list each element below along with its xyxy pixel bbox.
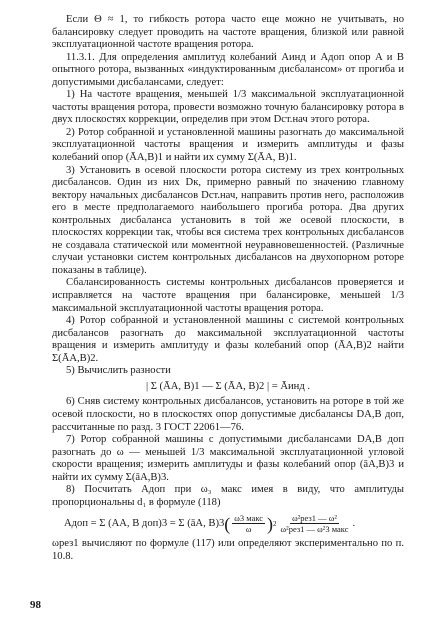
ratio-numerator: ω3 макс xyxy=(234,513,264,524)
formula-difference: | Σ (ĀA, B)1 — Σ (ĀA, B)2 | = Āинд . xyxy=(145,380,311,392)
paragraph-step-5: 5) Вычислить разности xyxy=(66,365,171,377)
open-paren: ( xyxy=(224,513,231,534)
paragraph-intro: Если Θ ≈ 1, то гибкость ротора часто еще можно не учитывать, но балансировку следует проводить на частоте вращения, близкой или равной эксплуатационной частоте вращения ротора. xyxy=(52,14,404,51)
ratio-fraction xyxy=(232,513,265,534)
resonance-denominator: ω²рез1 — ω²3 макс xyxy=(280,524,349,535)
resonance-fraction xyxy=(279,513,351,534)
paragraph-step-2: 2) Ротор собранной и установленной машины разогнать до максимальной эксплуатационной частоты вращения и измерить амплитуды и фазы колебаний опор (ĀA,B)1 и найти их сумму Σ(ĀA, B)1. xyxy=(52,126,404,164)
ratio-exponent: 2 xyxy=(273,519,277,528)
ratio-denominator: ω xyxy=(245,524,252,535)
paragraph-balance-check: Сбалансированность системы контрольных дисбалансов проверяется и исправляется на частоте вращения при балансировке, меньшей 1/3 максимальной эксплуатационной частоты вращения ротора. xyxy=(52,277,404,314)
paragraph-step-3: 3) Установить в осевой плоскости ротора систему из трех контрольных дисбалансов. Один из них Dк, примерно равный по значению главному вектору начальных дисбалансов Dст.нач, направить против него, расположив его в месте предполагаемого наибольшего прогиба ротора. Два других контрольных дисбаланса установить в той же осевой плоскости, в плоскостях коррекции так, чтобы вся система трех контрольных дисбалансов не создавала статической или моментной неуравновешенностей. (Различные случаи установки систем контрольных дисбалансов на двухопорном роторе показаны в таблице). xyxy=(52,164,404,276)
paragraph-step-8: 8) Посчитать Aдоп при ω₃ макс имея в виду, что амплитуды пропорциональны d₁ в формуле (118) xyxy=(52,484,404,508)
resonance-numerator: ω²рез1 — ω² xyxy=(292,513,337,524)
paragraph-step-1: 1) На частоте вращения, меньшей 1/3 максимальной эксплуатационной частоты вращения ротора, провести возможно точную балансировку ротора в двух плоскостях коррекции, определив при этом Dст.нач этого ротора. xyxy=(52,89,404,126)
formula-amplitude xyxy=(52,513,404,534)
paragraph-closing: ωрез1 вычисляют по формуле (117) или определяют экспериментально по п. 10.8. xyxy=(52,538,404,562)
paragraph-step-4: 4) Ротор собранной и установленной машины с системой контрольных дисбалансов разогнать до максимальной эксплуатационной частоты вращения и измерить амплитуду и фазы колебаний опор (ĀA,B)2 найти Σ(ĀA,B)2. xyxy=(52,315,404,364)
paragraph-step-7: 7) Ротор собранной машины с допустимыми дисбалансами DA,B доп разогнать до ω — меньшей 1/3 максимальной эксплуатационной угловой скорости вращения; измерить амплитуды и фазы колебаний опор (āA,B)3 и найти их сумму Σ(āA,B)3. xyxy=(52,434,404,483)
page-body xyxy=(52,14,404,563)
paragraph-step-6: 6) Сняв систему контрольных дисбалансов, установить на роторе в той же осевой плоскости, но в плоскостях опор допустимые дисбалансы DA,B доп, рассчитанные по разд. 3 ГОСТ 22061—76. xyxy=(52,396,404,433)
formula-lhs: Aдоп = Σ (AA, B доп)3 = Σ (āA, B)3 xyxy=(64,517,225,529)
paragraph-11-3-1: 11.3.1. Для определения амплитуд колебаний Aинд и Aдоп опор A и B опытного ротора, вызванных «индуктированным дисбалансом» от прогиба и допустимыми дисбалансами, следует: xyxy=(52,51,404,88)
page-number: 98 xyxy=(30,599,41,611)
formula-tail: . xyxy=(352,517,356,529)
close-paren: ) xyxy=(267,513,274,534)
